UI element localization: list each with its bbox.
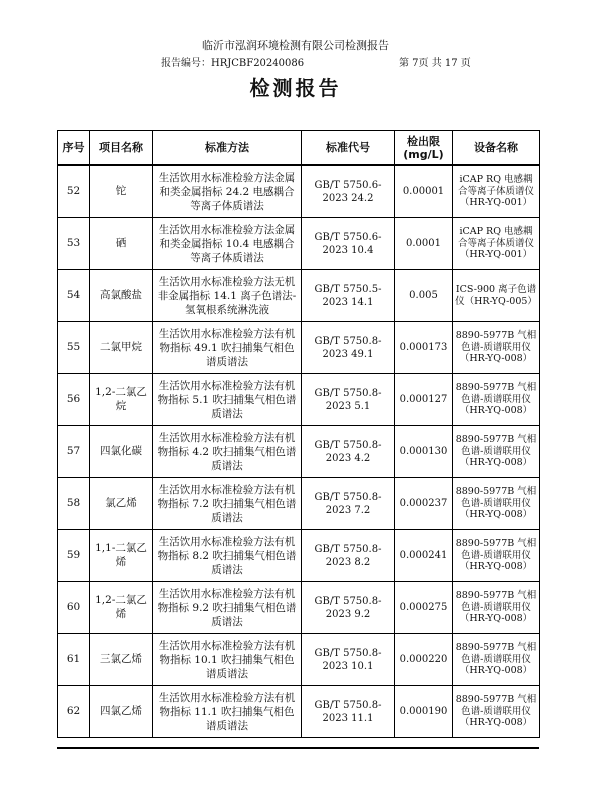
table-header-row [58, 131, 540, 166]
table-row [58, 634, 540, 686]
cell-standard: GB/T 5750.6-2023 24.2 [302, 165, 395, 218]
cell-standard: GB/T 5750.5-2023 14.1 [302, 270, 395, 322]
cell-standard: GB/T 5750.8-2023 8.2 [302, 530, 395, 582]
company-report-header: 临沂市泓润环境检测有限公司检测报告 [202, 39, 389, 52]
table-row [58, 426, 540, 478]
cell-device: iCAP RQ 电感耦合等离子体质谱仪（HR-YQ-001） [453, 165, 540, 218]
cell-method: 生活饮用水标准检验方法有机物指标 4.2 吹扫捕集气相色谱质谱法 [153, 426, 302, 478]
cell-standard: GB/T 5750.8-2023 4.2 [302, 426, 395, 478]
cell-no: 57 [58, 426, 90, 478]
page-title: 检测报告 [249, 76, 342, 100]
cell-device: 8890-5977B 气相色谱-质谱联用仪（HR-YQ-008） [453, 322, 540, 374]
cell-method: 生活饮用水标准检验方法有机物指标 10.1 吹扫捕集气相色谱质谱法 [153, 634, 302, 686]
cell-no: 58 [58, 478, 90, 530]
cell-standard: GB/T 5750.8-2023 49.1 [302, 322, 395, 374]
cell-item: 四氯乙烯 [90, 686, 153, 738]
cell-limit: 0.000275 [395, 582, 453, 634]
table-row [58, 530, 540, 582]
cell-device: 8890-5977B 气相色谱-质谱联用仪（HR-YQ-008） [453, 478, 540, 530]
cell-item: 氯乙烯 [90, 478, 153, 530]
cell-standard: GB/T 5750.8-2023 5.1 [302, 374, 395, 426]
table-row [58, 322, 540, 374]
cell-method: 生活饮用水标准检验方法有机物指标 11.1 吹扫捕集气相色谱质谱法 [153, 686, 302, 738]
cell-limit: 0.000241 [395, 530, 453, 582]
cell-standard: GB/T 5750.6-2023 10.4 [302, 218, 395, 270]
col-header-device: 设备名称 [453, 131, 540, 166]
cell-limit: 0.0001 [395, 218, 453, 270]
cell-no: 61 [58, 634, 90, 686]
cell-item: 高氯酸盐 [90, 270, 153, 322]
cell-method: 生活饮用水标准检验方法无机非金属指标 14.1 离子色谱法-氢氧根系统淋洗液 [153, 270, 302, 322]
table-row [58, 165, 540, 218]
cell-item: 1,1-二氯乙烯 [90, 530, 153, 582]
table-row [58, 686, 540, 738]
cell-item: 1,2-二氯乙烷 [90, 374, 153, 426]
cell-standard: GB/T 5750.8-2023 10.1 [302, 634, 395, 686]
col-header-no: 序号 [58, 131, 90, 166]
cell-no: 55 [58, 322, 90, 374]
table-row [58, 374, 540, 426]
col-header-method: 标准方法 [153, 131, 302, 166]
cell-limit: 0.000220 [395, 634, 453, 686]
cell-limit: 0.000127 [395, 374, 453, 426]
cell-no: 56 [58, 374, 90, 426]
cell-method: 生活饮用水标准检验方法金属和类金属指标 10.4 电感耦合等离子体质谱法 [153, 218, 302, 270]
cell-method: 生活饮用水标准检验方法有机物指标 5.1 吹扫捕集气相色谱质谱法 [153, 374, 302, 426]
table-bottom-rule [57, 747, 539, 749]
cell-no: 60 [58, 582, 90, 634]
cell-item: 四氯化碳 [90, 426, 153, 478]
cell-item: 1,2-二氯乙烯 [90, 582, 153, 634]
cell-device: 8890-5977B 气相色谱-质谱联用仪（HR-YQ-008） [453, 374, 540, 426]
cell-item: 二氯甲烷 [90, 322, 153, 374]
cell-no: 59 [58, 530, 90, 582]
cell-limit: 0.000190 [395, 686, 453, 738]
cell-limit: 0.005 [395, 270, 453, 322]
table-row [58, 270, 540, 322]
cell-no: 53 [58, 218, 90, 270]
cell-item: 硒 [90, 218, 153, 270]
cell-no: 54 [58, 270, 90, 322]
report-number: 报告编号：HRJCBF20240086 [161, 58, 305, 69]
cell-limit: 0.00001 [395, 165, 453, 218]
cell-method: 生活饮用水标准检验方法有机物指标 9.2 吹扫捕集气相色谱质谱法 [153, 582, 302, 634]
cell-limit: 0.000237 [395, 478, 453, 530]
cell-item: 铊 [90, 165, 153, 218]
cell-device: ICS-900 离子色谱仪（HR-YQ-005） [453, 270, 540, 322]
col-header-item: 项目名称 [90, 131, 153, 166]
cell-device: 8890-5977B 气相色谱-质谱联用仪（HR-YQ-008） [453, 634, 540, 686]
table-row [58, 478, 540, 530]
test-methods-table [57, 130, 540, 738]
cell-device: 8890-5977B 气相色谱-质谱联用仪（HR-YQ-008） [453, 426, 540, 478]
cell-no: 62 [58, 686, 90, 738]
cell-device: 8890-5977B 气相色谱-质谱联用仪（HR-YQ-008） [453, 582, 540, 634]
cell-standard: GB/T 5750.8-2023 11.1 [302, 686, 395, 738]
cell-device: iCAP RQ 电感耦合等离子体质谱仪（HR-YQ-001） [453, 218, 540, 270]
cell-limit: 0.000173 [395, 322, 453, 374]
col-header-limit: 检出限 (mg/L) [395, 131, 453, 166]
cell-device: 8890-5977B 气相色谱-质谱联用仪（HR-YQ-008） [453, 530, 540, 582]
table-row [58, 218, 540, 270]
table-row [58, 582, 540, 634]
col-header-standard: 标准代号 [302, 131, 395, 166]
cell-method: 生活饮用水标准检验方法有机物指标 8.2 吹扫捕集气相色谱质谱法 [153, 530, 302, 582]
cell-method: 生活饮用水标准检验方法金属和类金属指标 24.2 电感耦合等离子体质谱法 [153, 165, 302, 218]
cell-method: 生活饮用水标准检验方法有机物指标 7.2 吹扫捕集气相色谱质谱法 [153, 478, 302, 530]
cell-standard: GB/T 5750.8-2023 7.2 [302, 478, 395, 530]
page-indicator: 第 7页 共 17 页 [399, 58, 471, 69]
cell-item: 三氯乙烯 [90, 634, 153, 686]
cell-standard: GB/T 5750.8-2023 9.2 [302, 582, 395, 634]
cell-method: 生活饮用水标准检验方法有机物指标 49.1 吹扫捕集气相色谱质谱法 [153, 322, 302, 374]
cell-limit: 0.000130 [395, 426, 453, 478]
cell-no: 52 [58, 165, 90, 218]
cell-device: 8890-5977B 气相色谱-质谱联用仪（HR-YQ-008） [453, 686, 540, 738]
